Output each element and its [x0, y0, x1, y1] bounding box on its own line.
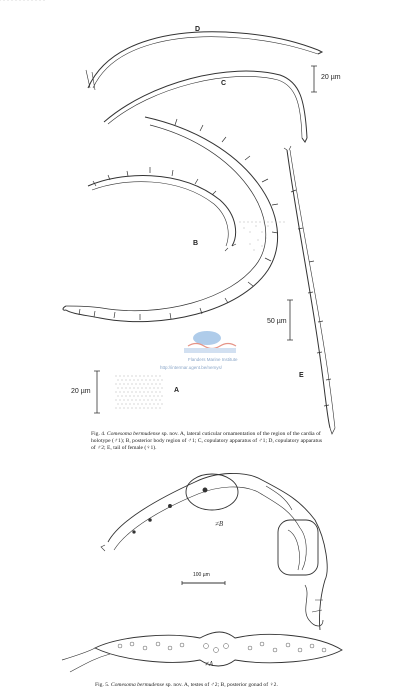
body-b [66, 117, 278, 322]
label-d: D [195, 26, 201, 33]
spicule-d [88, 32, 318, 88]
watermark-brand: Flanders Marine Institute [188, 357, 238, 362]
figure-5-caption-text: sp. nov. A, testes of ♂2; B, posterior gonad of ♀2. [164, 682, 278, 688]
label-5a-letter: A [208, 660, 214, 668]
scale-label-a: 20 µm [71, 388, 91, 395]
label-5b: ≠B [215, 520, 224, 528]
figure-4-caption-label: Fig. 4. [91, 431, 106, 437]
watermark-url[interactable]: http://intermar.ugent.be/nemys/ [160, 365, 223, 370]
gonad-b [108, 473, 327, 630]
figure-5-caption-label: Fig. 5. [95, 682, 110, 688]
label-e: E [299, 372, 304, 379]
ornamentation-a [0, 0, 284, 408]
scale-label-mid: 50 µm [267, 318, 287, 325]
tail-e [287, 150, 330, 428]
label-b: B [193, 240, 199, 247]
figure-4-caption-text: sp. nov. A, lateral cuticular ornamentation of the region of the cardia of holotype (♂1); B, posterior body region of ♂1; C, copulatory apparatus of ♂1; D, copulatory apparatus of ♂2; E, tail of female (♀1). [91, 431, 323, 452]
label-c: C [221, 80, 227, 87]
figure-4-caption-species: Comesoma bermudense [106, 431, 161, 437]
scale-label-fig5: 100 µm [193, 572, 210, 578]
figure-5-caption [95, 682, 355, 689]
spicule-c [104, 71, 307, 138]
label-a: A [174, 387, 180, 394]
watermark-logo [184, 331, 236, 353]
figure-4-caption [91, 431, 323, 453]
scale-label-top: 20 µm [321, 74, 341, 81]
label-5a: ≠A [205, 660, 214, 668]
label-5b-letter: B [218, 520, 224, 528]
figure-5-caption-species: Comesoma bermudense [110, 682, 165, 688]
